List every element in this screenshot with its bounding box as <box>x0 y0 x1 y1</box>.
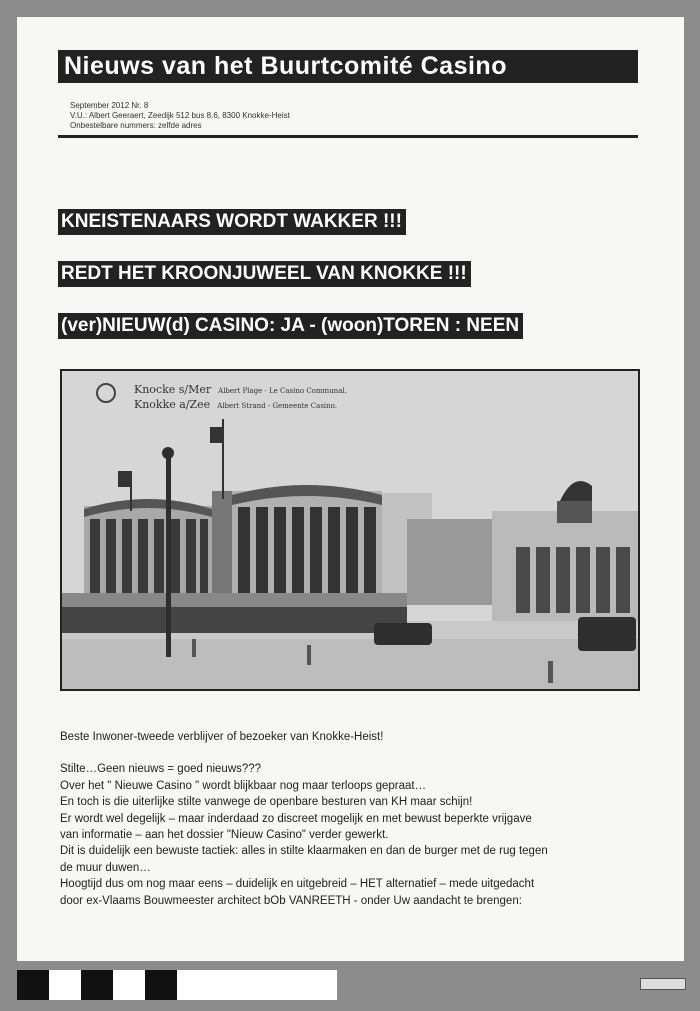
article-body <box>60 729 660 909</box>
scan-tag <box>640 978 686 990</box>
body-line: door ex-Vlaams Bouwmeester architect bOb VANREETH - onder Uw aandacht te brengen: <box>60 894 522 907</box>
headline-save-crown-jewel: REDT HET KROONJUWEEL VAN KNOKKE !!! <box>58 261 471 287</box>
caption-location-nl: Knokke a/Zee <box>134 398 211 411</box>
casino-postcard-photo <box>60 369 640 691</box>
newsletter-masthead: Nieuws van het Buurtcomité Casino <box>58 50 638 83</box>
caption-title-nl: Albert Strand - Gemeente Casino. <box>217 402 337 410</box>
caption-title-fr: Albert Plage - Le Casino Communal. <box>218 387 347 395</box>
body-line: van informatie – aan het dossier "Nieuw Casino" verder gewerkt. <box>60 829 389 842</box>
body-line: Dit is duidelijk een bewuste tactiek: alles in stilte klaarmaken en dan de burger met de rug tegen <box>60 845 548 858</box>
body-line: En toch is die uiterlijke stilte vanwege de openbare besturen van KH maar schijn! <box>60 796 473 809</box>
publication-info <box>70 101 290 131</box>
greeting-line: Beste Inwoner-tweede verblijver of bezoeker van Knokke-Heist! <box>60 731 384 743</box>
scan-calibration-bar <box>17 970 337 1000</box>
headline-casino-yes-tower-no: (ver)NIEUW(d) CASINO: JA - (woon)TOREN : NEEN <box>58 313 523 339</box>
header-rule <box>58 135 638 138</box>
postcard-caption <box>134 383 347 413</box>
publisher-address: V.U.: Albert Geeraert, Zeedijk 512 bus 8.6, 8300 Knokke-Heist <box>70 111 290 120</box>
headline-wake-up: KNEISTENAARS WORDT WAKKER !!! <box>58 209 406 235</box>
body-line: Hoogtijd dus om nog maar eens – duidelijk en uitgebreid – HET alternatief – mede uitgedacht <box>60 878 535 891</box>
casino-building-illustration <box>62 371 638 689</box>
body-line: Er wordt wel degelijk – maar inderdaad zo discreet mogelijk en met bewust beperkte vrijgave <box>60 812 532 825</box>
return-address-note: Onbestelbare nummers: zelfde adres <box>70 121 202 130</box>
issue-date: September 2012 Nr. 8 <box>70 101 149 110</box>
caption-location-fr: Knocke s/Mer <box>134 383 212 396</box>
body-line: Stilte…Geen nieuws = goed nieuws??? <box>60 763 262 776</box>
body-line: Over het " Nieuwe Casino " wordt blijkbaar nog maar terloops gepraat… <box>60 779 427 792</box>
body-line: de muur duwen… <box>60 861 151 874</box>
